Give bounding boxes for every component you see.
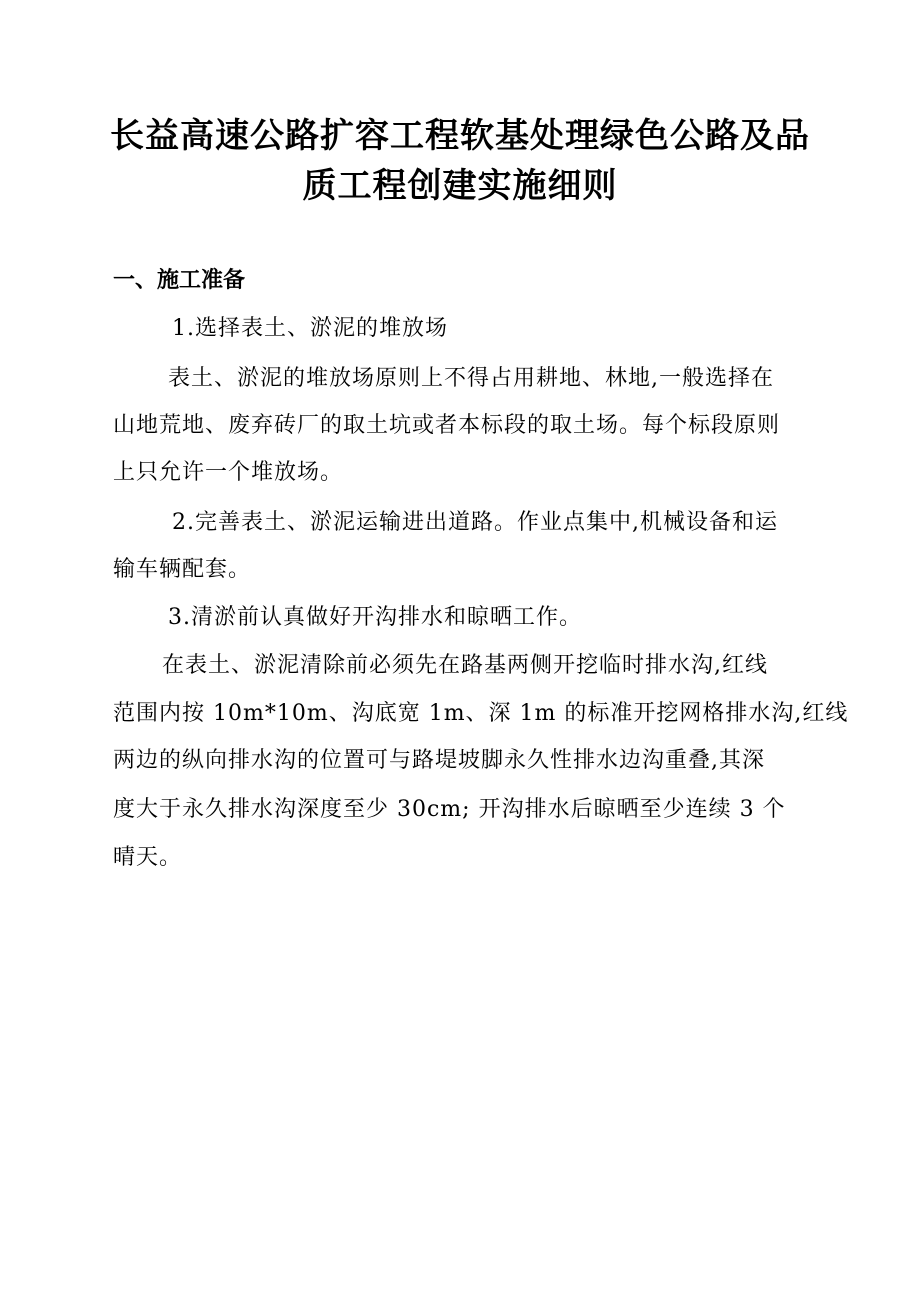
item-3-body-line-3: 两边的纵向排水沟的位置可与路堤坡脚永久性排水边沟重叠,其深 — [113, 748, 765, 773]
section-heading: 一、施工准备 — [113, 268, 246, 293]
item-1-body-line-3: 上只允许一个堆放场。 — [113, 460, 344, 485]
item-2-line-1: 2.完善表土、淤泥运输进出道路。作业点集中,机械设备和运 — [172, 510, 778, 535]
item-1-body-line-2: 山地荒地、废弃砖厂的取土坑或者本标段的取土场。每个标段原则 — [113, 413, 781, 438]
item-1-body-line-1: 表土、淤泥的堆放场原则上不得占用耕地、林地,一般选择在 — [168, 366, 774, 391]
item-3-body-line-1: 在表土、淤泥清除前必须先在路基两侧开挖临时排水沟,红线 — [162, 653, 768, 678]
item-3-body-line-4: 度大于永久排水沟深度至少 30cm; 开沟排水后晾晒至少连续 3 个 — [113, 797, 786, 822]
item-3-body-line-2: 范围内按 10m*10m、沟底宽 1m、深 1m 的标准开挖网格排水沟,红线 — [113, 701, 849, 726]
item-3-heading: 3.清淤前认真做好开沟排水和晾晒工作。 — [168, 605, 582, 630]
item-2-line-2: 输车辆配套。 — [113, 557, 252, 582]
item-3-body-line-5: 晴天。 — [113, 845, 183, 870]
document-title-line-1: 长益高速公路扩容工程软基处理绿色公路及品 — [110, 116, 810, 156]
document-title-line-2: 质工程创建实施细则 — [302, 166, 618, 206]
item-1-heading: 1.选择表土、淤泥的堆放场 — [172, 316, 448, 341]
